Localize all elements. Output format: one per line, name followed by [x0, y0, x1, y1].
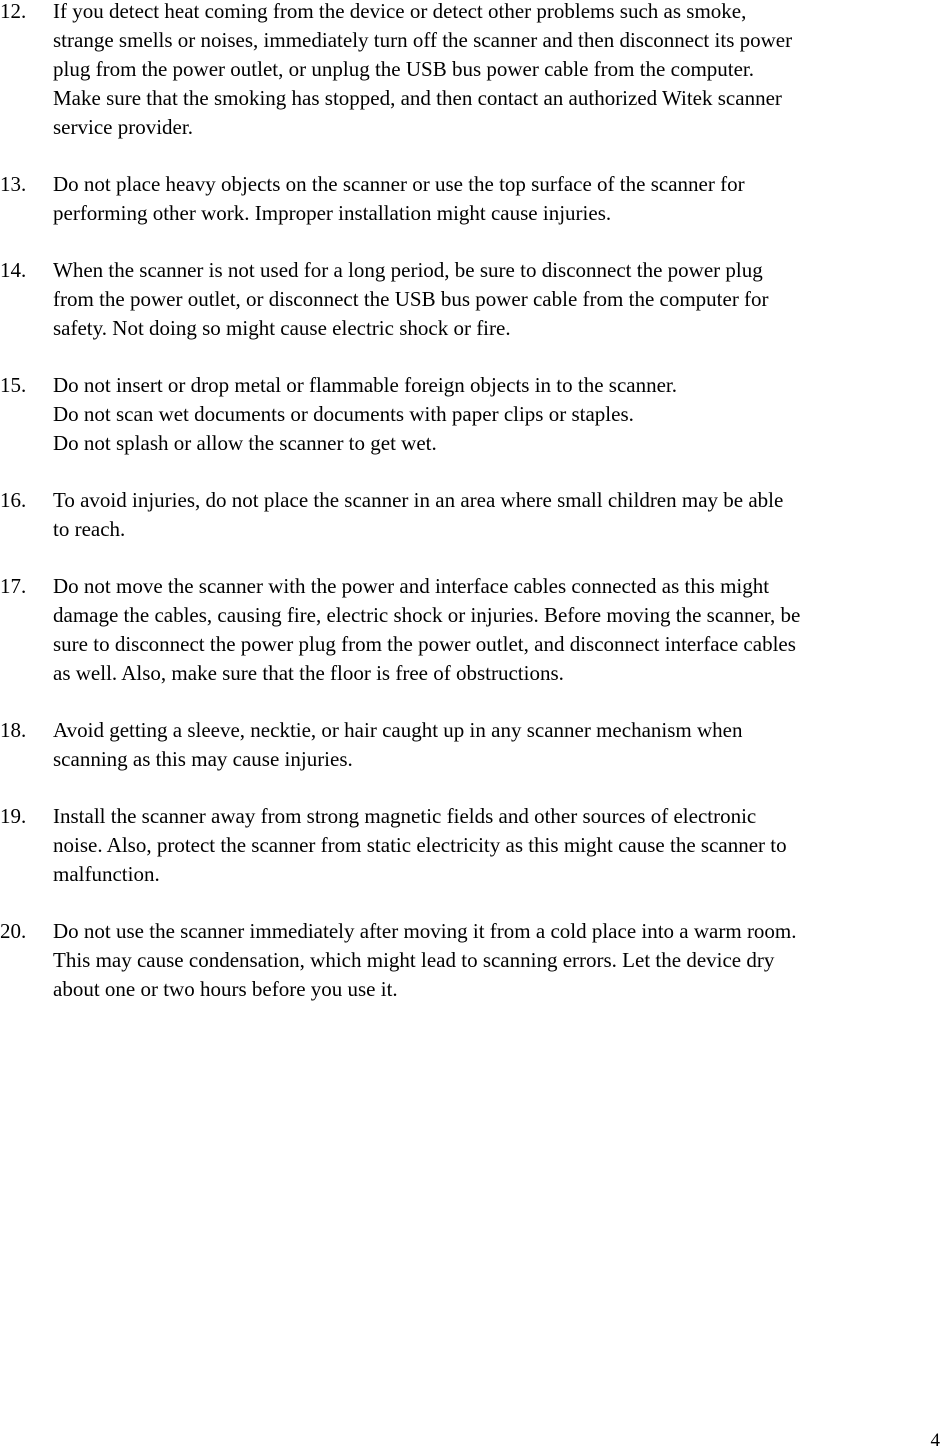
item-text-line: from the power outlet, or disconnect the USB bus power cable from the computer for [53, 287, 769, 311]
item-number: 17. [0, 574, 27, 598]
item-text-line: plug from the power outlet, or unplug the USB bus power cable from the computer. [53, 57, 755, 81]
list-item-12 [0, 0, 943, 142]
list-item-13 [0, 170, 943, 228]
list-item-18 [0, 716, 943, 774]
item-number: 15. [0, 373, 27, 397]
item-text-line: Do not place heavy objects on the scanner or use the top surface of the scanner for [53, 172, 745, 196]
item-text-line: Do not insert or drop metal or flammable foreign objects in to the scanner. [53, 373, 677, 397]
list-item-17 [0, 572, 943, 688]
item-number: 19. [0, 804, 27, 828]
item-text-line: Do not use the scanner immediately after moving it from a cold place into a warm room. [53, 919, 797, 943]
item-text-line: as well. Also, make sure that the floor is free of obstructions. [53, 661, 564, 685]
item-text-line: to reach. [53, 517, 126, 541]
item-text-line: performing other work. Improper installation might cause injuries. [53, 201, 612, 225]
item-text-line: Do not scan wet documents or documents with paper clips or staples. [53, 402, 634, 426]
list-item-20 [0, 917, 943, 1004]
item-text-line: sure to disconnect the power plug from the power outlet, and disconnect interface cables [53, 632, 796, 656]
list-item-16 [0, 486, 943, 544]
list-item-14 [0, 256, 943, 343]
item-number: 14. [0, 258, 27, 282]
item-text-line: Avoid getting a sleeve, necktie, or hair caught up in any scanner mechanism when [53, 718, 743, 742]
item-number: 20. [0, 919, 27, 943]
list-item-19 [0, 802, 943, 889]
item-text-line: Install the scanner away from strong magnetic fields and other sources of electronic [53, 804, 757, 828]
item-text-line: Do not splash or allow the scanner to get wet. [53, 431, 437, 455]
item-text-line: This may cause condensation, which might lead to scanning errors. Let the device dry [53, 948, 775, 972]
item-number: 12. [0, 0, 27, 23]
item-text-line: If you detect heat coming from the device or detect other problems such as smoke, [53, 0, 747, 23]
item-number: 16. [0, 488, 27, 512]
item-number: 18. [0, 718, 27, 742]
item-number: 13. [0, 172, 27, 196]
item-text-line: safety. Not doing so might cause electric shock or fire. [53, 316, 511, 340]
item-text-line: malfunction. [53, 862, 160, 886]
item-text-line: service provider. [53, 115, 193, 139]
item-text-line: scanning as this may cause injuries. [53, 747, 353, 771]
item-text-line: about one or two hours before you use it. [53, 977, 398, 1001]
item-text-line: To avoid injuries, do not place the scanner in an area where small children may be able [53, 488, 784, 512]
item-text-line: noise. Also, protect the scanner from static electricity as this might cause the scanner to [53, 833, 787, 857]
page-number: 4 [930, 1430, 940, 1451]
item-text-line: Do not move the scanner with the power and interface cables connected as this might [53, 574, 770, 598]
item-text-line: damage the cables, causing fire, electric shock or injuries. Before moving the scanner, be [53, 603, 801, 627]
item-text-line: When the scanner is not used for a long period, be sure to disconnect the power plug [53, 258, 763, 282]
list-item-15 [0, 371, 943, 458]
item-text-line: Make sure that the smoking has stopped, and then contact an authorized Witek scanner [53, 86, 782, 110]
item-text-line: strange smells or noises, immediately turn off the scanner and then disconnect its power [53, 28, 793, 52]
